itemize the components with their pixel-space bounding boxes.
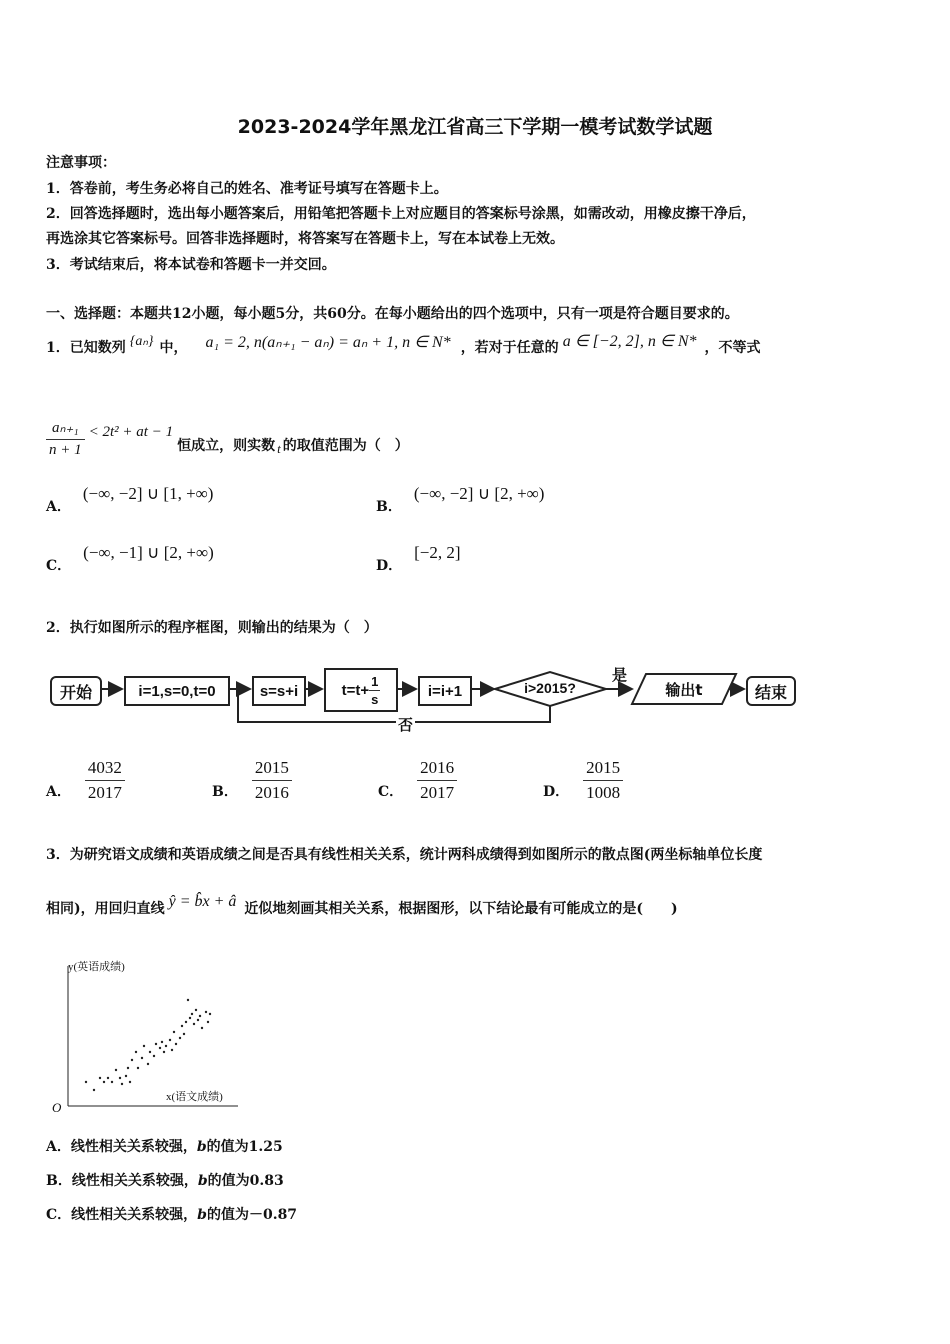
q1-var: t bbox=[277, 440, 281, 456]
q2-option-b-num: 2015 bbox=[252, 758, 292, 781]
q3-option-c-text: 线性相关关系较强， bbox=[71, 1207, 198, 1223]
notice-item-1: 1．答卷前，考生务必将自己的姓名、准考证号填写在答题卡上。 bbox=[46, 181, 448, 197]
section-heading: 一、选择题：本题共12小题，每小题5分，共60分。在每小题给出的四个选项中，只有一项是符合题目要求的。 bbox=[46, 306, 739, 322]
scatter-point bbox=[201, 1027, 203, 1029]
scatter-point bbox=[115, 1069, 117, 1071]
q1-ineq-rest: < 2t² + at − 1 bbox=[88, 424, 174, 440]
q1-option-a[interactable] bbox=[46, 484, 214, 516]
flow-s-step: s=s+i bbox=[252, 676, 306, 706]
q2-option-a-den: 2017 bbox=[87, 783, 122, 802]
scatter-y-label: y(英语成绩) bbox=[68, 961, 125, 973]
flow-t-step bbox=[324, 668, 398, 712]
flow-start: 开始 bbox=[50, 676, 102, 706]
q3-option-c-label: C． bbox=[46, 1207, 72, 1223]
q1-range: a ∈ [−2, 2], n ∈ N* bbox=[562, 333, 697, 350]
q3-option-a-label: A． bbox=[46, 1139, 71, 1155]
flow-i-step: i=i+1 bbox=[418, 676, 472, 706]
scatter-point bbox=[99, 1077, 101, 1079]
q3-option-a[interactable] bbox=[46, 1136, 283, 1156]
q2-option-b-label: B． bbox=[212, 783, 238, 800]
flow-t-frac-num: 1 bbox=[371, 673, 379, 689]
scatter-point bbox=[163, 1051, 165, 1053]
q1-option-a-label: A． bbox=[46, 499, 71, 515]
q2-option-c-num: 2016 bbox=[417, 758, 457, 781]
scatter-point bbox=[199, 1015, 201, 1017]
scatter-point bbox=[85, 1081, 87, 1083]
scatter-point bbox=[187, 999, 189, 1001]
q2-option-b[interactable] bbox=[212, 758, 292, 803]
notice-heading: 注意事项： bbox=[46, 155, 116, 171]
flow-output: 输出t bbox=[665, 681, 703, 699]
flow-t-prefix: t=t+ bbox=[341, 681, 370, 699]
q1-condition: a₁ = 2, n(aₙ₊₁ − aₙ) = aₙ + 1, n ∈ N* bbox=[205, 334, 451, 351]
q1-option-c-label: C． bbox=[46, 558, 72, 574]
scatter-point bbox=[141, 1057, 143, 1059]
scatter-point bbox=[131, 1059, 133, 1061]
scatter-point bbox=[121, 1083, 123, 1085]
scatter-point bbox=[127, 1067, 129, 1069]
q1-option-d[interactable] bbox=[376, 543, 461, 575]
q2-option-c[interactable] bbox=[378, 758, 457, 803]
q3-line2-suffix: 近似地刻画其相关关系，根据图形，以下结论最有可能成立的是( ) bbox=[244, 901, 678, 917]
flow-end: 结束 bbox=[746, 676, 796, 706]
q3-line2-prefix: 相同)，用回归直线 bbox=[46, 901, 165, 917]
scatter-point bbox=[197, 1019, 199, 1021]
scatter-point bbox=[161, 1041, 163, 1043]
q2-option-d-label: D． bbox=[543, 783, 570, 800]
q1-option-b-label: B． bbox=[376, 499, 402, 515]
scatter-point bbox=[143, 1045, 145, 1047]
scatter-x-label: x(语文成绩) bbox=[166, 1091, 223, 1103]
q1-inequality bbox=[46, 418, 409, 459]
q2-option-c-label: C． bbox=[378, 783, 404, 800]
q1-sequence: {aₙ} bbox=[129, 333, 154, 349]
scatter-point bbox=[189, 1017, 191, 1019]
q3-option-a-rest: 的值为1.25 bbox=[206, 1139, 283, 1155]
scatter-point bbox=[195, 1009, 197, 1011]
scatter-point bbox=[155, 1043, 157, 1045]
q3-option-c-rest: 的值为－0.87 bbox=[206, 1207, 298, 1223]
q3-option-b-rest: 的值为0.83 bbox=[207, 1173, 284, 1189]
flowchart bbox=[46, 660, 806, 740]
q3-option-a-text: 线性相关关系较强， bbox=[70, 1139, 197, 1155]
q2-option-d[interactable] bbox=[543, 758, 623, 803]
q2-option-b-den: 2016 bbox=[254, 783, 289, 802]
q3-option-c[interactable] bbox=[46, 1204, 297, 1224]
scatter-point bbox=[149, 1051, 151, 1053]
q3-option-b-label: B． bbox=[46, 1173, 72, 1189]
scatter-point bbox=[181, 1025, 183, 1027]
scatter-point bbox=[147, 1063, 149, 1065]
page-title: 2023-2024学年黑龙江省高三下学期一模考试数学试题 bbox=[237, 116, 713, 138]
q3-option-c-b: b bbox=[197, 1207, 207, 1223]
notice-item-2: 2．回答选择题时，选出每小题答案后，用铅笔把答题卡上对应题目的答案标号涂黑，如需改动，用橡皮擦干净后， bbox=[46, 206, 756, 222]
scatter-point bbox=[135, 1051, 137, 1053]
q1-option-d-label: D． bbox=[376, 558, 403, 574]
scatter-point bbox=[175, 1043, 177, 1045]
q3-formula: ŷ = b̂x + â bbox=[168, 893, 237, 910]
question-2: 2．执行如图所示的程序框图，则输出的结果为（ ） bbox=[46, 620, 378, 636]
scatter-point bbox=[93, 1089, 95, 1091]
q1-mid2: ，若对于任意的 bbox=[460, 340, 559, 356]
flow-t-frac-den: s bbox=[371, 691, 379, 707]
q1-option-c-value: (−∞, −1] ∪ [2, +∞) bbox=[83, 543, 214, 562]
q2-option-a-frac bbox=[85, 758, 125, 803]
q1-frac-den: n + 1 bbox=[49, 442, 82, 458]
q2-option-a-label: A． bbox=[46, 783, 71, 800]
scatter-point bbox=[165, 1045, 167, 1047]
q1-tail: ，不等式 bbox=[704, 340, 761, 356]
q2-option-a-num: 4032 bbox=[85, 758, 125, 781]
notice-item-2b: 再选涂其它答案标号。回答非选择题时，将答案写在答题卡上，写在本试卷上无效。 bbox=[46, 231, 564, 247]
q1-option-d-value: [−2, 2] bbox=[414, 543, 461, 562]
q3-option-a-b: b bbox=[196, 1139, 207, 1155]
scatter-point bbox=[173, 1031, 175, 1033]
scatter-origin: O bbox=[52, 1100, 62, 1115]
scatter-point bbox=[205, 1011, 207, 1013]
scatter-plot bbox=[46, 952, 246, 1122]
q2-option-c-den: 2017 bbox=[420, 783, 455, 802]
scatter-point bbox=[193, 1023, 195, 1025]
q2-option-d-num: 2015 bbox=[583, 758, 623, 781]
q3-option-b[interactable] bbox=[46, 1170, 284, 1190]
q1-tail3: 的取值范围为（ ） bbox=[282, 437, 409, 454]
scatter-point bbox=[209, 1013, 211, 1015]
scatter-point bbox=[129, 1081, 131, 1083]
scatter-point bbox=[107, 1077, 109, 1079]
q1-prefix: 1．已知数列 bbox=[46, 340, 126, 356]
q1-option-b-value: (−∞, −2] ∪ [2, +∞) bbox=[413, 484, 545, 503]
scatter-point bbox=[103, 1081, 105, 1083]
question-1 bbox=[46, 334, 760, 360]
scatter-point bbox=[169, 1039, 171, 1041]
q2-option-b-frac bbox=[252, 758, 292, 803]
q1-mid1: 中， bbox=[159, 340, 188, 356]
flow-t-frac bbox=[369, 674, 380, 707]
q2-option-c-frac bbox=[417, 758, 457, 803]
q1-tail2: 恒成立，则实数 bbox=[177, 437, 276, 454]
scatter-point bbox=[159, 1047, 161, 1049]
scatter-point bbox=[125, 1075, 127, 1077]
q1-option-b[interactable] bbox=[376, 484, 545, 516]
scatter-point bbox=[191, 1013, 193, 1015]
q2-option-d-frac bbox=[583, 758, 623, 803]
notice-item-3: 3．考试结束后，将本试卷和答题卡一并交回。 bbox=[46, 257, 336, 273]
question-3-line1: 3．为研究语文成绩和英语成绩之间是否具有线性相关关系，统计两科成绩得到如图所示的散点图(两坐标轴单位长度 bbox=[46, 847, 763, 863]
scatter-point bbox=[153, 1055, 155, 1057]
scatter-point bbox=[119, 1077, 121, 1079]
flow-no: 否 bbox=[398, 716, 414, 734]
scatter-point bbox=[207, 1021, 209, 1023]
q2-option-a[interactable] bbox=[46, 758, 125, 803]
scatter-point bbox=[171, 1049, 173, 1051]
flow-yes: 是 bbox=[612, 666, 628, 684]
scatter-point bbox=[137, 1067, 139, 1069]
flow-condition: i>2015? bbox=[524, 680, 576, 696]
q3-option-b-b: b bbox=[197, 1173, 208, 1189]
scatter-point bbox=[179, 1037, 181, 1039]
scatter-point bbox=[111, 1081, 113, 1083]
flow-init: i=1,s=0,t=0 bbox=[124, 676, 230, 706]
scatter-point bbox=[183, 1033, 185, 1035]
q1-option-c[interactable] bbox=[46, 543, 214, 575]
q1-fraction bbox=[46, 418, 85, 459]
q1-option-a-value: (−∞, −2] ∪ [1, +∞) bbox=[82, 484, 214, 503]
q2-option-d-den: 1008 bbox=[586, 783, 621, 802]
question-3-line2 bbox=[46, 893, 678, 918]
q3-option-b-text: 线性相关关系较强， bbox=[71, 1173, 198, 1189]
scatter-point bbox=[185, 1021, 187, 1023]
q1-frac-num: aₙ₊₁ bbox=[46, 418, 85, 440]
